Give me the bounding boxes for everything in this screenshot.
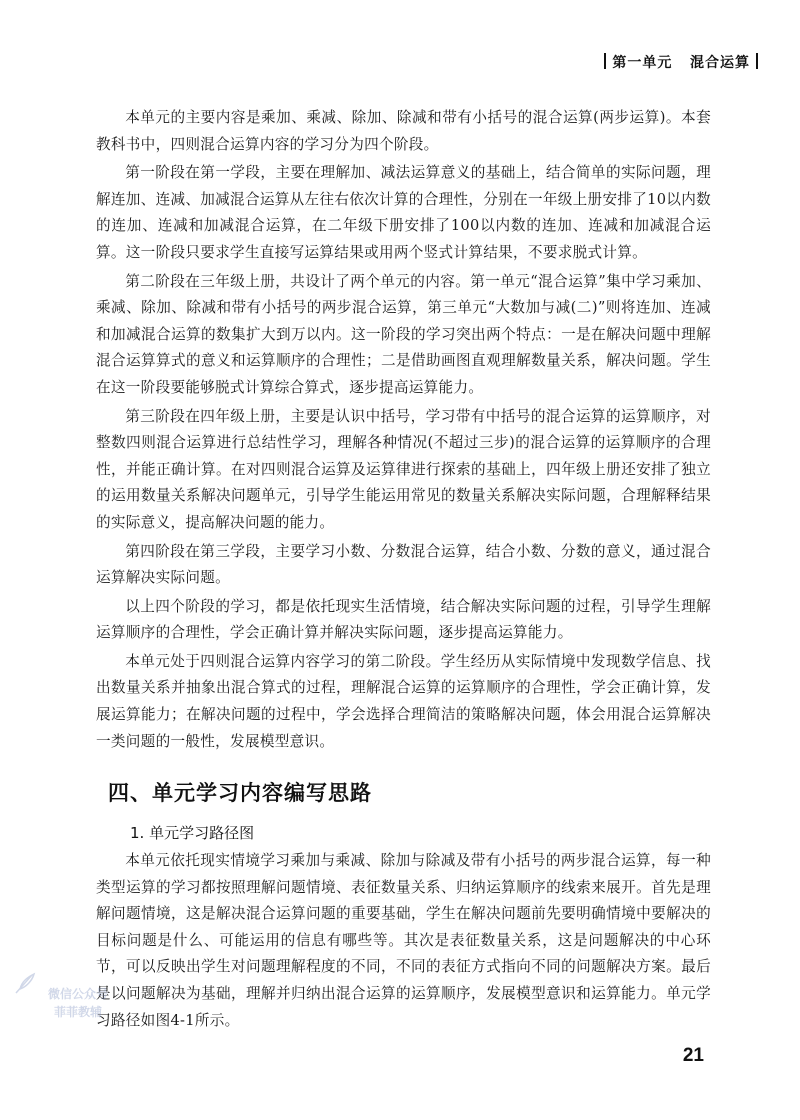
paragraph-stage-2: 第二阶段在三年级上册，共设计了两个单元的内容。第一单元“混合运算”集中学习乘加、乘减、除加、除减和带有小括号的两步混合运算，第三单元“大数加与减(二)”则将连加、连减和加减混合运算的数集扩大到万以内。这一阶段的学习突出两个特点：一是在解决问题中理解混合运算算式的意义和运算顺序的合理性；二是借助画图直观理解数量关系，解决问题。学生在这一阶段要能够脱式计算综合算式，逐步提高运算能力。 xyxy=(96,272,711,396)
watermark-line-1: 微信公众号 xyxy=(47,987,108,1001)
paragraph-learning-path: 本单元依托现实情境学习乘加与乘减、除加与除减及带有小括号的两步混合运算，每一种类型运算的学习都按照理解问题情境、表征数量关系、归纳运算顺序的线索来展开。首先是理解问题情境，这是解决混合运算问题的重要基础，学生在解决问题前先要明确情境中要解决的目标问题是什么、可能运用的信息有哪些等。其次是表征数量关系，这是问题解决的中心环节，可以反映出学生对问题理解程度的不同，不同的表征方式指向不同的问题解决方案。最后是以问题解决为基础，理解并归纳出混合运算的运算顺序，发展模型意识和运算能力。单元学习路径如图4-1所示。 xyxy=(96,852,711,1029)
header-unit-title: 混合运算 xyxy=(690,55,750,71)
body-text xyxy=(96,105,711,757)
paragraph-intro: 本单元的主要内容是乘加、乘减、除加、除减和带有小括号的混合运算(两步运算)。本套教科书中，四则混合运算内容的学习分为四个阶段。 xyxy=(96,109,711,153)
section-body xyxy=(96,848,711,1036)
running-header xyxy=(598,52,764,72)
header-right-bar xyxy=(756,53,758,69)
subsection-title: 1. 单元学习路径图 xyxy=(130,824,255,842)
paragraph-unit-position: 本单元处于四则混合运算内容学习的第二阶段。学生经历从实际情境中发现数学信息、找出数量关系并抽象出混合算式的过程，理解混合运算的运算顺序的合理性，学会正确计算，发展运算能力；在解决问题的过程中，学会选择合理简洁的策略解决问题，体会用混合运算解决一类问题的一般性，发展模型意识。 xyxy=(96,652,711,750)
page-number: 21 xyxy=(682,1045,704,1066)
paragraph-stage-1: 第一阶段在第一学段，主要在理解加、减法运算意义的基础上，结合简单的实际问题，理解连加、连减、加减混合运算从左往右依次计算的合理性，分别在一年级上册安排了10以内数的连加、连减和加减混合运算，在二年级下册安排了100以内数的连加、连减和加减混合运算。这一阶段只要求学生直接写运算结果或用两个竖式计算结果，不要求脱式计算。 xyxy=(96,164,711,261)
section-title: 四、单元学习内容编写思路 xyxy=(108,781,372,805)
watermark xyxy=(18,985,138,1035)
header-left-bar xyxy=(604,53,606,69)
paragraph-stage-3: 第三阶段在四年级上册，主要是认识中括号，学习带有中括号的混合运算的运算顺序，对整数四则混合运算进行总结性学习，理解各种情况(不超过三步)的混合运算的运算顺序的合理性，并能正确计算。在对四则混合运算及运算律进行探索的基础上，四年级上册还安排了独立的运用数量关系解决问题单元，引导学生能运用常见的数量关系解决实际问题，合理解释结果的实际意义，提高解决问题的能力。 xyxy=(96,407,711,531)
header-unit-label: 第一单元 xyxy=(612,55,673,71)
paragraph-stage-4: 第四阶段在第三学段，主要学习小数、分数混合运算，结合小数、分数的意义，通过混合运算解决实际问题。 xyxy=(96,542,711,587)
paragraph-summary: 以上四个阶段的学习，都是依托现实生活情境，结合解决实际问题的过程，引导学生理解运算顺序的合理性，学会正确计算并解决实际问题，逐步提高运算能力。 xyxy=(96,597,711,642)
feather-pen-icon xyxy=(12,971,38,997)
watermark-line-2: 菲菲教辅 xyxy=(53,1005,102,1019)
